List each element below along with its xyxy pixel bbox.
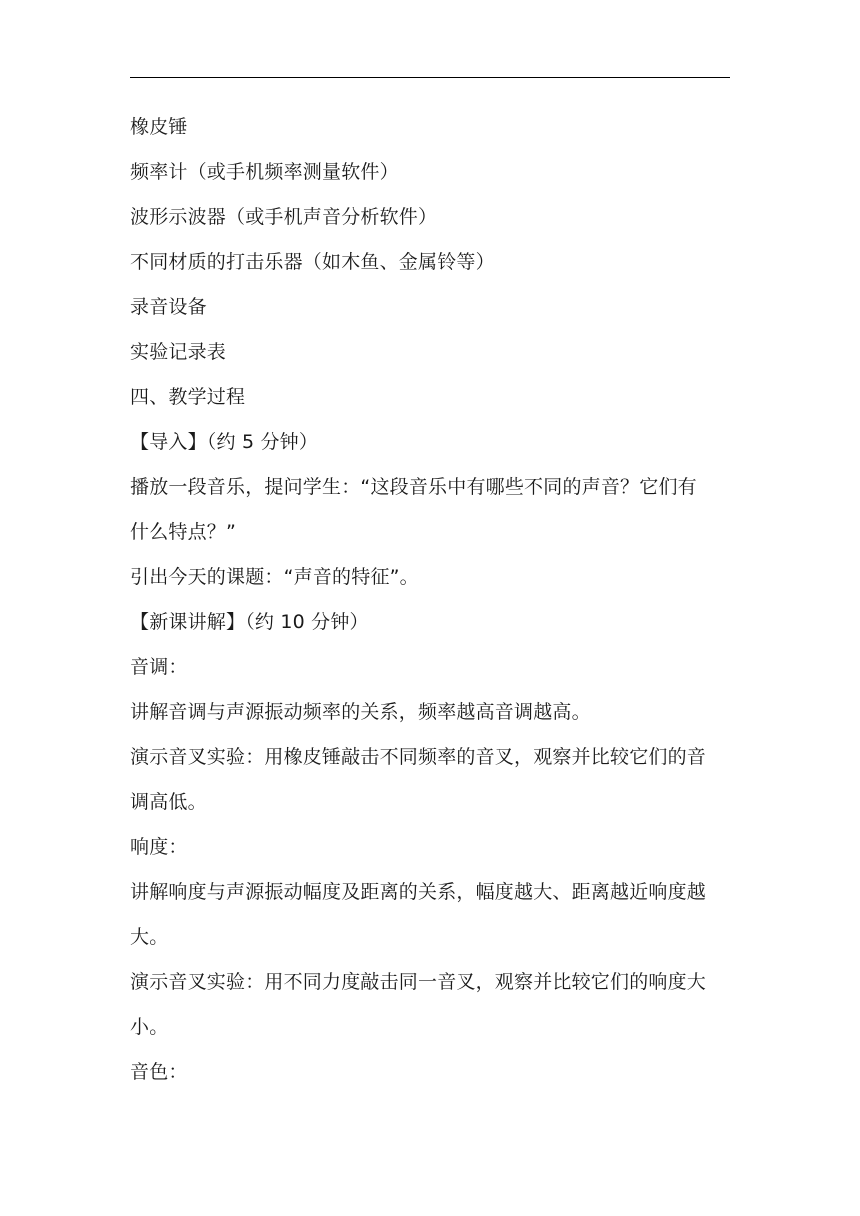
text-line: 播放一段音乐，提问学生：“这段音乐中有哪些不同的声音？它们有 xyxy=(130,476,697,498)
header-rule xyxy=(130,77,730,78)
text-line: 讲解响度与声源振动幅度及距离的关系，幅度越大、距离越近响度越 xyxy=(130,881,707,903)
text-line: 波形示波器（或手机声音分析软件） xyxy=(130,206,438,228)
text-line: 讲解音调与声源振动频率的关系，频率越高音调越高。 xyxy=(130,701,591,723)
text-line: 录音设备 xyxy=(130,296,207,318)
section-heading: 四、教学过程 xyxy=(130,386,246,408)
text-line: 橡皮锤 xyxy=(130,116,188,138)
subsection-heading: 【导入】（约 5 分钟） xyxy=(130,431,319,453)
text-line: 大。 xyxy=(130,926,169,948)
subsection-heading: 【新课讲解】（约 10 分钟） xyxy=(130,611,369,633)
document-body xyxy=(130,105,730,1095)
text-line: 调高低。 xyxy=(130,791,207,813)
text-line: 什么特点？” xyxy=(130,521,237,543)
text-line: 演示音叉实验：用不同力度敲击同一音叉，观察并比较它们的响度大 xyxy=(130,971,707,993)
text-line: 响度： xyxy=(130,836,188,858)
text-line: 引出今天的课题：“声音的特征”。 xyxy=(130,566,419,588)
text-line: 音色： xyxy=(130,1061,188,1083)
text-line: 演示音叉实验：用橡皮锤敲击不同频率的音叉，观察并比较它们的音 xyxy=(130,746,707,768)
text-line: 小。 xyxy=(130,1016,169,1038)
text-line: 音调： xyxy=(130,656,188,678)
text-line: 频率计（或手机频率测量软件） xyxy=(130,161,399,183)
text-line: 实验记录表 xyxy=(130,341,227,363)
text-line: 不同材质的打击乐器（如木鱼、金属铃等） xyxy=(130,251,495,273)
